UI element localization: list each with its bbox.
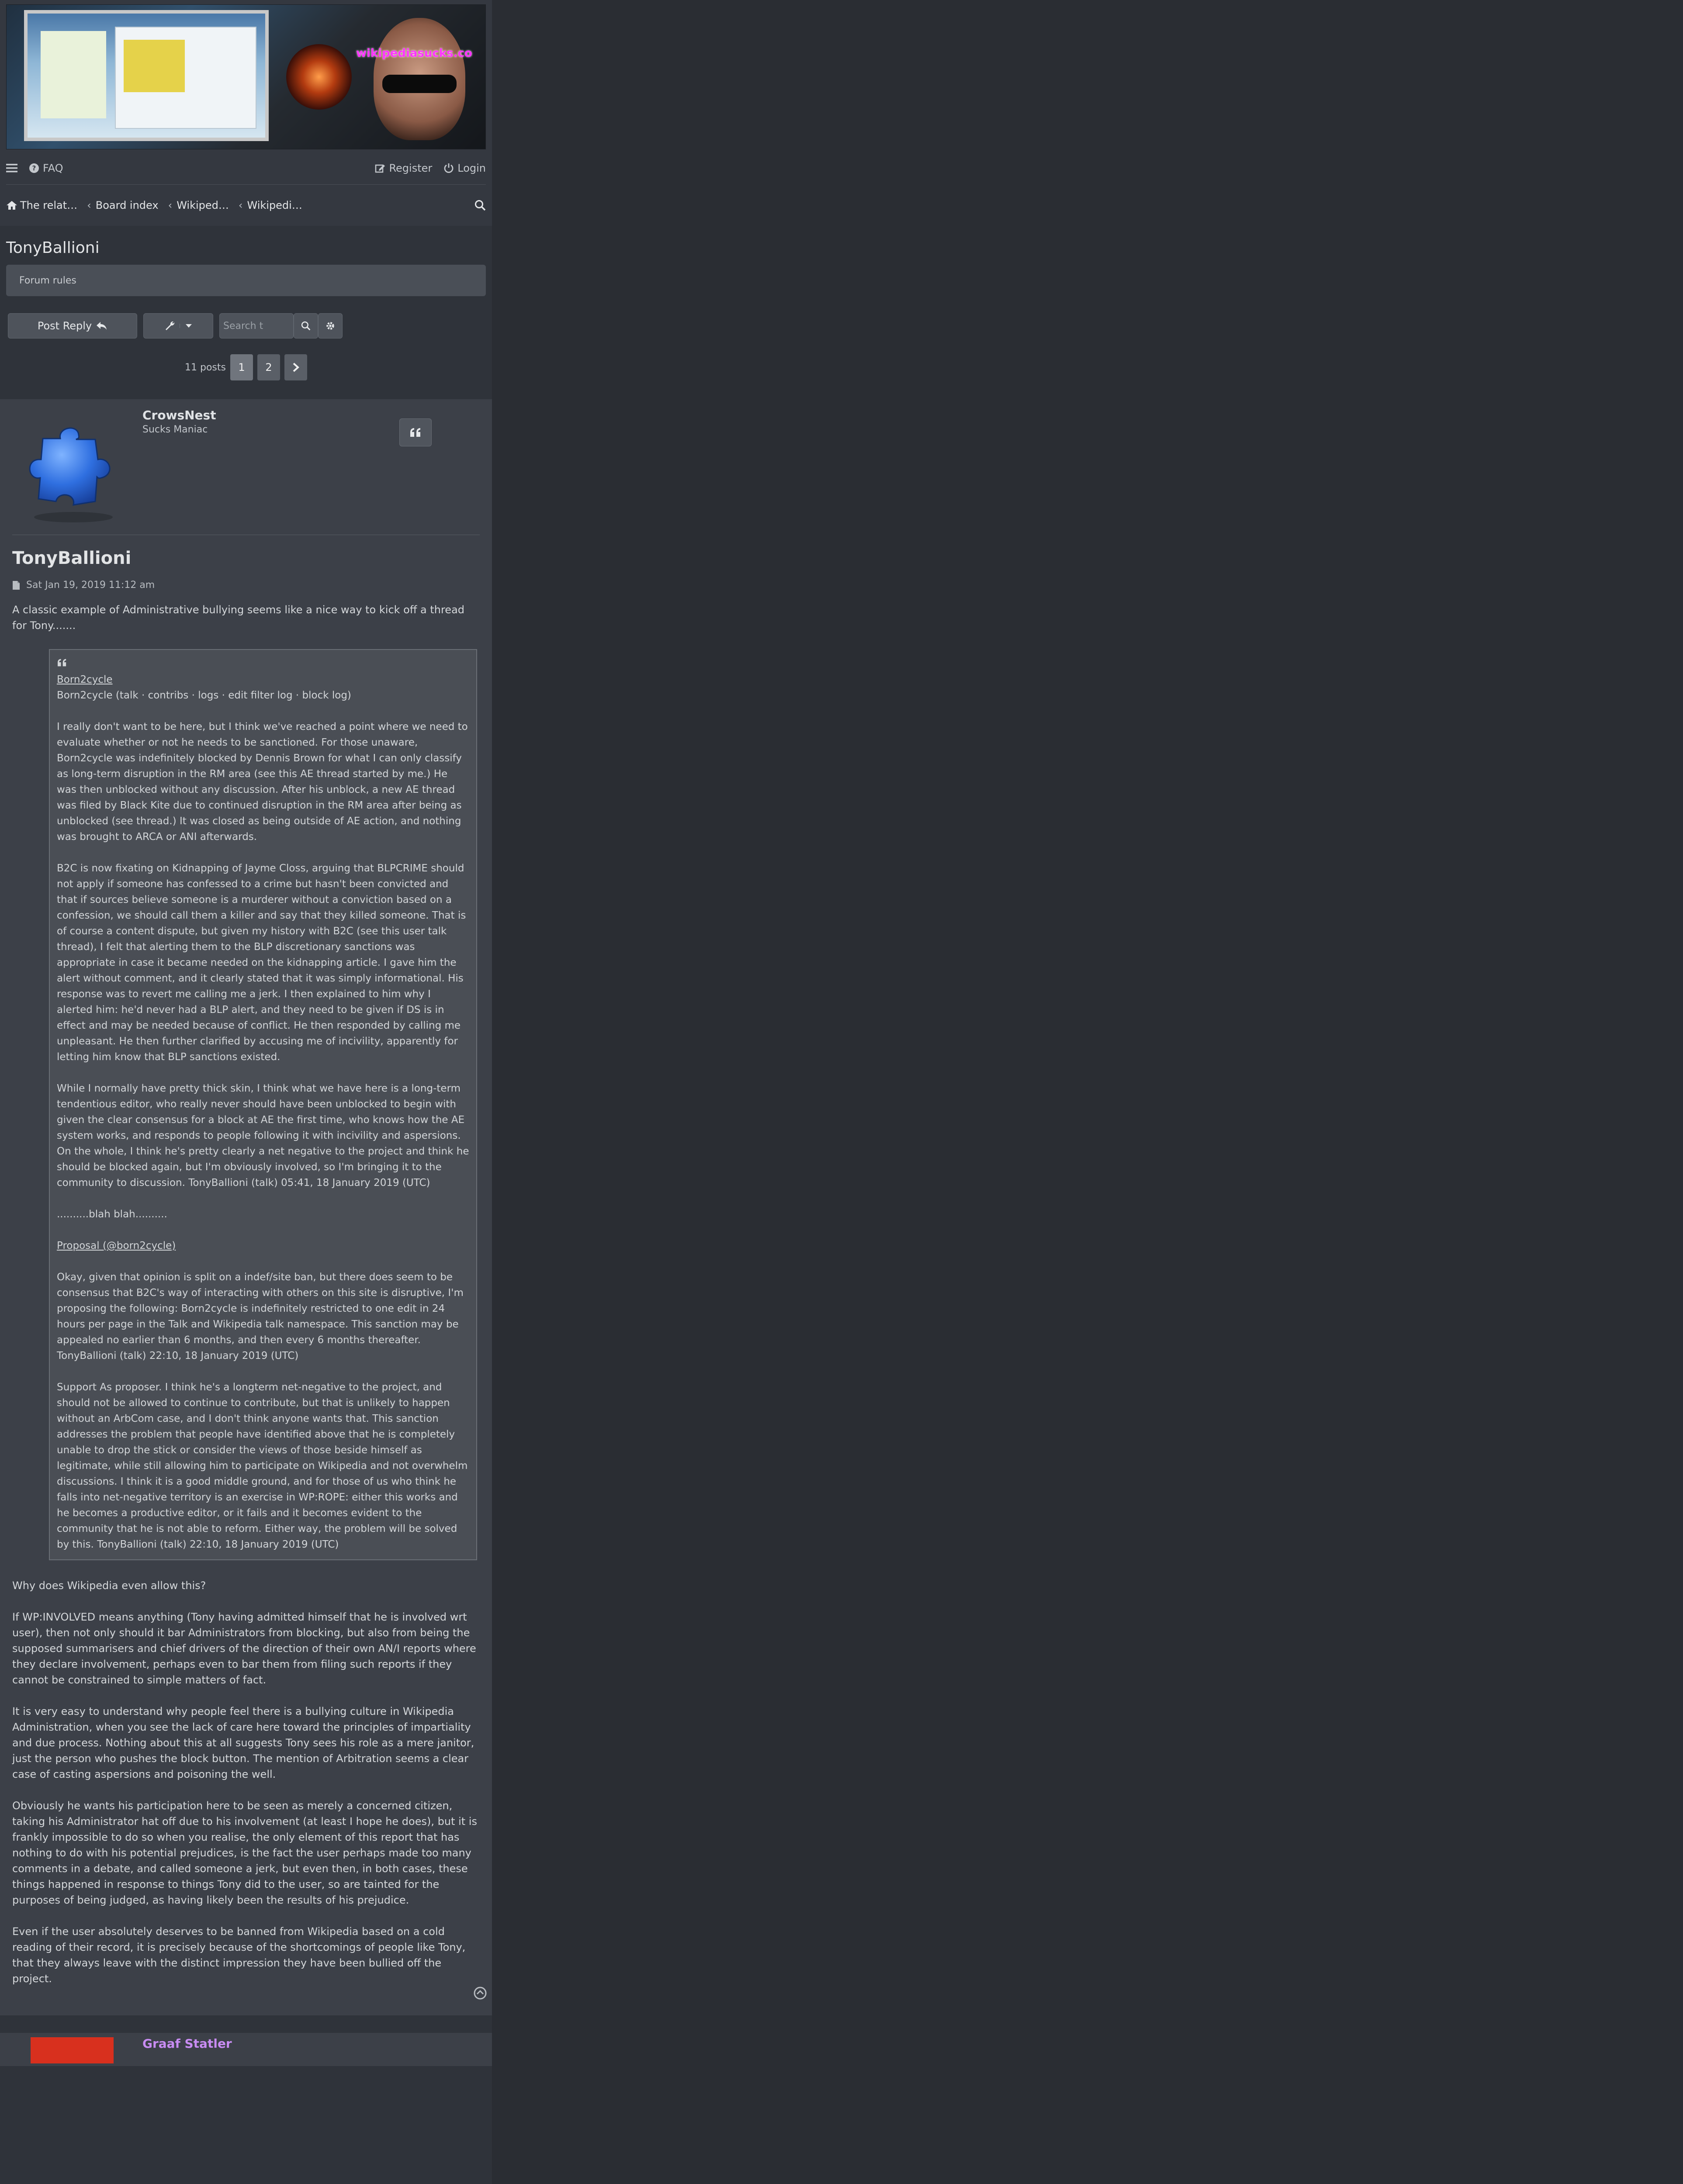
post-paragraph: Even if the user absolutely deserves to be banned from Wikipedia based on a cold reading of their record, it is precisely because of the shortcomings of people like Tony, that they always leave with the distinct impression they have been bullied off the project. xyxy=(12,1925,466,1985)
search-placeholder: Search t xyxy=(223,320,263,332)
post-title[interactable]: TonyBallioni xyxy=(12,548,132,568)
post xyxy=(0,399,492,2015)
quote-cite-link[interactable]: Born2cycle xyxy=(57,674,113,685)
avatar[interactable] xyxy=(31,2037,114,2063)
forum-rules-link[interactable]: Forum rules xyxy=(6,265,486,296)
svg-text:?: ? xyxy=(32,164,36,172)
chevron-right-icon xyxy=(292,363,299,372)
post-author[interactable]: CrowsNest xyxy=(142,408,216,422)
hamburger-icon[interactable] xyxy=(6,163,17,173)
post xyxy=(0,2033,492,2066)
register-label: Register xyxy=(389,162,433,174)
advanced-search-button[interactable] xyxy=(318,313,343,339)
register-link[interactable] xyxy=(375,162,432,174)
site-banner[interactable] xyxy=(6,4,486,149)
post-reply-button[interactable] xyxy=(8,313,137,339)
quote-paragraph: B2C is now fixating on Kidnapping of Jayme Closs, arguing that BLPCRIME should not apply if someone has confessed to a crime but hasn't been convicted and that if sources believe someone is a murderer without a conviction based on a confession, we should call them a killer and say that they killed someone. That is of course a content dispute, but given my history with B2C (see this user talk thread), I felt that alerting them to the BLP discretionary sanctions was appropriate in case it became needed on the kidnapping article. I gave him the alert without comment, and it clearly stated that it was simply informational. His response was to revert me calling me a jerk. I then explained to him why I alerted him: he'd never had a BLP alert, and they need to be given if DS is in effect and may be needed because of conflict. He then responded by calling me unpleasant. He then further clarified by accusing me of incivility, apparently for letting him know that BLP sanctions existed. xyxy=(57,863,466,1063)
post-author[interactable]: Graaf Statler xyxy=(142,2036,232,2051)
banner-logo-text: wikipediasucks.co xyxy=(356,47,472,60)
post-quote xyxy=(49,649,477,1560)
breadcrumb-separator: ‹ xyxy=(168,199,173,211)
breadcrumb-subforum[interactable]: Wikipedi… xyxy=(247,199,302,211)
page-2-button[interactable]: 2 xyxy=(257,354,280,380)
file-icon[interactable] xyxy=(12,581,20,590)
avatar[interactable] xyxy=(12,408,129,525)
breadcrumb-label: The relat… xyxy=(20,199,78,211)
quote-icon xyxy=(57,656,469,672)
breadcrumb-separator: ‹ xyxy=(238,199,243,211)
quote-icon xyxy=(409,427,422,438)
power-icon xyxy=(443,163,454,173)
home-icon xyxy=(6,200,17,210)
quote-line: Born2cycle (talk · contribs · logs · edit filter log · block log) xyxy=(57,690,351,701)
edit-icon xyxy=(375,163,385,173)
post-paragraph: Obviously he wants his participation here to be seen as merely a concerned citizen, taking his Administrator hat off due to his involvement (at least I hope he does), but it is frankly impossible to do so when you realise, the only element of this report that has nothing to do with his potential prejudices, is the fact the user perhaps made too many comments in a debate, and called someone a jerk, but even then, in both cases, these things happened in response to things Tony did to the user, so are tainted for the purposes of being judged, as having likely been the results of his prejudice. xyxy=(12,1800,477,1906)
user-rank: Sucks Maniac xyxy=(142,424,208,435)
gear-icon xyxy=(326,321,335,331)
quote-button[interactable] xyxy=(399,418,432,446)
next-page-button[interactable] xyxy=(284,354,307,380)
post-reply-label: Post Reply xyxy=(37,320,92,332)
breadcrumb-board-index[interactable]: Board index xyxy=(95,199,159,211)
faq-link[interactable] xyxy=(29,162,63,174)
breadcrumb-home[interactable] xyxy=(6,199,77,211)
quote-paragraph: ..........blah blah.......... xyxy=(57,1209,167,1220)
arrow-up-circle-icon[interactable] xyxy=(474,1987,487,2000)
post-paragraph: Why does Wikipedia even allow this? xyxy=(12,1579,206,1592)
post-header xyxy=(12,408,480,535)
login-link[interactable] xyxy=(443,162,486,174)
breadcrumb xyxy=(6,185,486,226)
post-date-text: Sat Jan 19, 2019 11:12 am xyxy=(26,580,155,591)
wrench-icon xyxy=(165,321,175,331)
quote-paragraph: Support As proposer. I think he's a longterm net-negative to the project, and should not be allowed to continue to contribute, but that is unlikely to happen without an ArbCom case, and I don't think anyone wants that. This sanction addresses the problem that people have identified above that he is completely unable to drop the stick or consider the views of those beside himself as legitimate, while still allowing him to participate on Wikipedia and not overwhelm discussions. I think it is a good middle ground, and for those of us who think he falls into net-negative territory is an exercise in WP:ROPE: either this works and he becomes a productive editor, or it fails and it becomes evident to the community that he is not able to reform. Either way, the problem will be solved by this. TonyBallioni (talk) 22:10, 18 January 2019 (UTC) xyxy=(57,1382,468,1550)
banner-screen-image xyxy=(24,10,269,141)
quote-paragraph: I really don't want to be here, but I think we've reached a point where we need to evaluate whether or not he needs to be sanctioned. For those unaware, Born2cycle was indefinitely blocked by Dennis Brown for what I can only classify as long-term disruption in the RM area (see this AE thread started by me.) He was then unblocked without any discussion. After his unblock, a new AE thread was filed by Black Kite due to continued disruption in the RM area after being as unblocked (see thread.) It was closed as being outside of AE action, and nothing was brought to ARCA or ANI afterwards. xyxy=(57,721,468,843)
login-label: Login xyxy=(457,162,486,174)
quote-paragraph: Okay, given that opinion is split on a indef/site ban, but there does seem to be consensus that B2C's way of interacting with others on this site is disruptive, I'm proposing the following: Born2cycle is indefinitely restricted to one edit in 24 hours per page in the Talk and Wikipedia talk namespace. This sanction may be appealed no earlier than 6 months, and then every 6 months thereafter. TonyBallioni (talk) 22:10, 18 January 2019 (UTC) xyxy=(57,1272,464,1362)
topic-action-bar xyxy=(8,313,486,339)
post-count: 11 posts xyxy=(185,362,226,373)
post-date xyxy=(12,580,480,591)
quote-proposal-link[interactable]: Proposal (@born2cycle) xyxy=(57,1240,176,1251)
page-title[interactable]: TonyBallioni xyxy=(6,239,100,257)
topic-search-input[interactable] xyxy=(219,313,294,339)
search-icon xyxy=(301,321,311,331)
post-body xyxy=(12,1578,480,1987)
post-profile xyxy=(142,408,216,535)
pagination xyxy=(0,352,492,383)
search-icon[interactable] xyxy=(474,200,486,211)
breadcrumb-separator: ‹ xyxy=(87,199,91,211)
reply-arrow-icon xyxy=(96,321,107,331)
topic-tools-button[interactable] xyxy=(143,313,213,339)
banner-lamp-image xyxy=(286,44,352,110)
caret-down-icon xyxy=(180,324,192,328)
topic-search-button[interactable] xyxy=(294,313,318,339)
question-circle-icon xyxy=(29,163,39,173)
post-intro: A classic example of Administrative bullying seems like a nice way to kick off a thread for Tony....... xyxy=(12,604,465,632)
post-paragraph: It is very easy to understand why people feel there is a bullying culture in Wikipedia Administration, when you see the lack of care here toward the principles of impartiality and due process. Nothing about this at all suggests Tony sees his role as a mere janitor, just the person who pushes the block button. The mention of Arbitration seems a clear case of casting aspersions and poisoning the well. xyxy=(12,1705,474,1780)
page-1-button[interactable]: 1 xyxy=(230,354,253,380)
site-header xyxy=(0,0,492,226)
faq-label: FAQ xyxy=(43,162,63,174)
page-wrapper xyxy=(0,0,492,2184)
post-paragraph: If WP:INVOLVED means anything (Tony having admitted himself that he is involved wrt user), then not only should it bar Administrators from blocking, but also from being the supposed summarisers and chief drivers of the direction of their own AN/I reports where they declare involvement, perhaps even to bar them from filing such reports if they cannot be constrained to simple matters of fact. xyxy=(12,1611,476,1686)
quote-paragraph: While I normally have pretty thick skin, I think what we have here is a long-term tendentious editor, who really never should have been unblocked to begin with given the clear consensus for a block at AE the first time, who knows how the AE system works, and responds to people following it with incivility and aspersions. On the whole, I think he's pretty clearly a net negative to the project and think he should be blocked again, but I'm obviously involved, so I'm bringing it to the community to discussion. TonyBallioni (talk) 05:41, 18 January 2019 (UTC) xyxy=(57,1083,469,1189)
navbar xyxy=(6,152,486,185)
banner-glasses-image xyxy=(382,75,457,93)
breadcrumb-forum[interactable]: Wikiped… xyxy=(177,199,229,211)
